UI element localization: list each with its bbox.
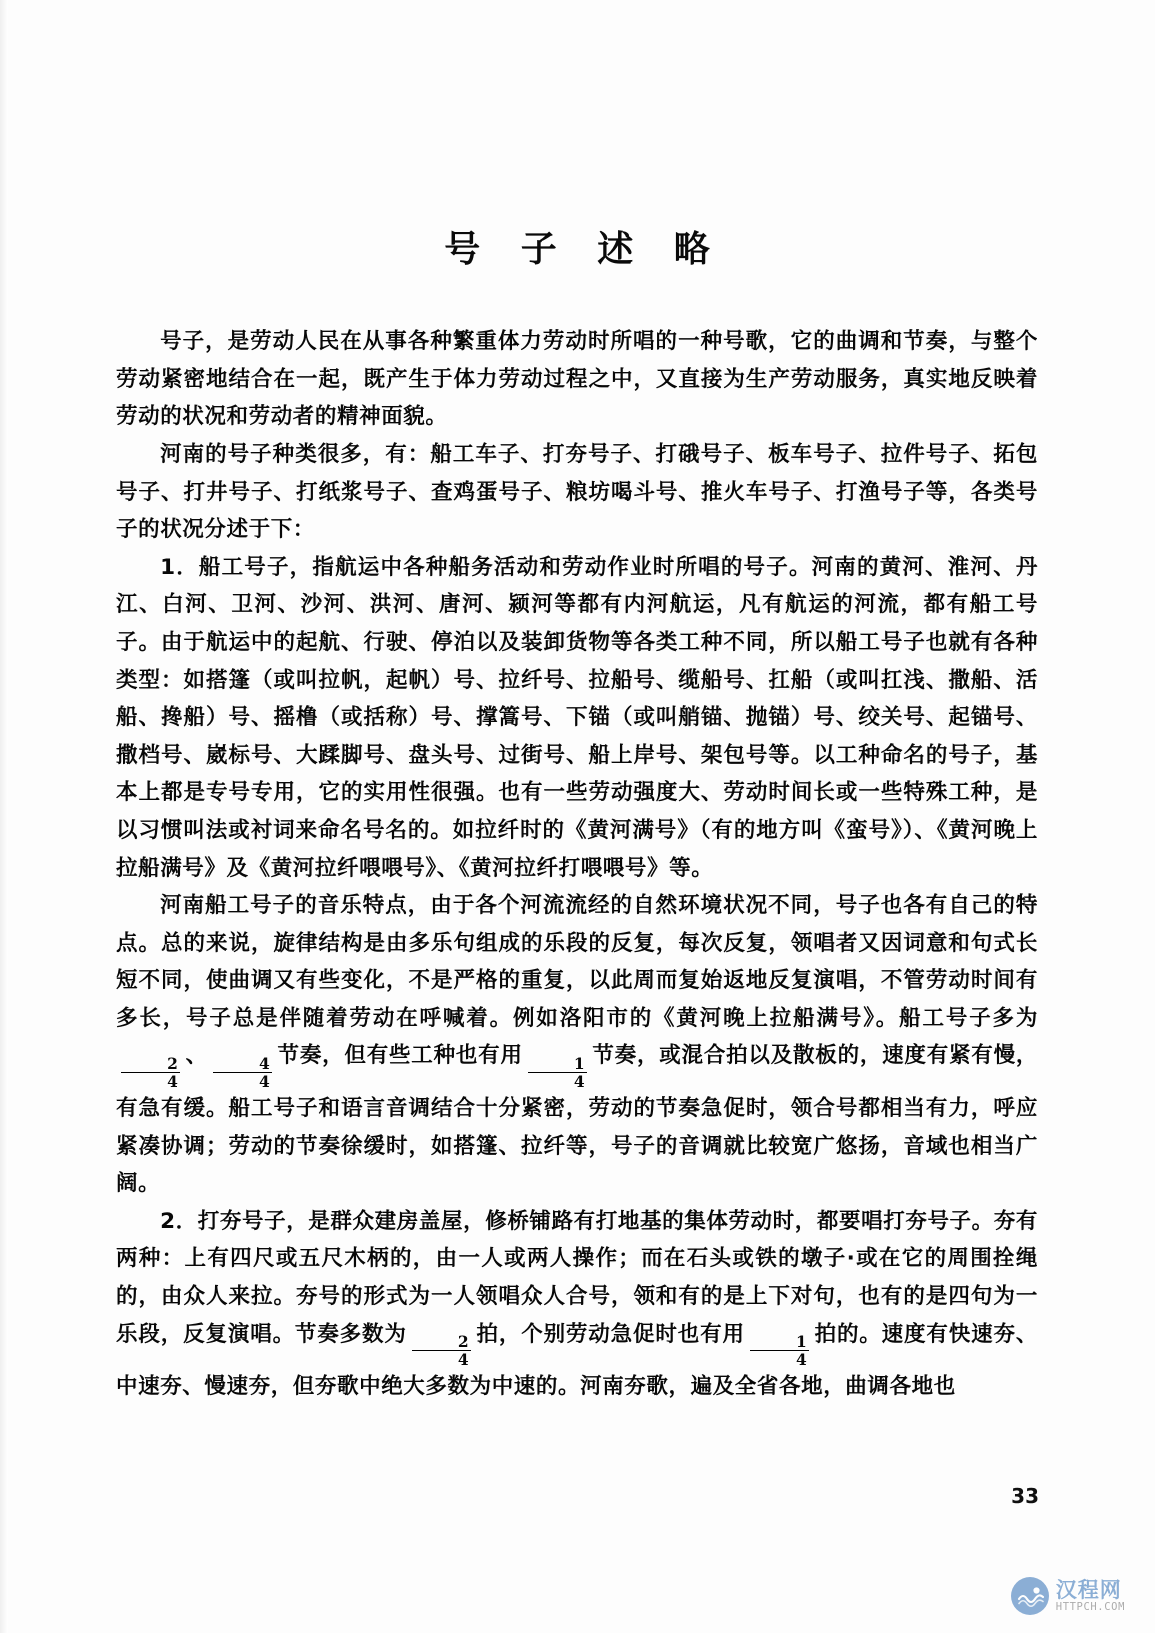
watermark-url: HTTPCH.COM [1055,1600,1125,1613]
fraction-numerator: 2 [167,1053,179,1073]
fraction-numerator: 1 [795,1332,808,1351]
time-signature-fraction [750,1334,809,1368]
paragraph: 河南船工号子的音乐特点，由于各个河流流经的自然环境状况不同，号子也各有自己的特点。总的来说，旋律结构是由多乐句组成的乐段的反复，每次反复，领唱者又因词意和句式长短不同，使曲调又有些变化，不是严格的重复，以此周而复始返地反复演唱，不管劳动时间有多长，号子总是伴随着劳动在呼喊着。例如洛阳市的《黄河晚上拉船满号》。船工号子多为 $\frac{2}{4}$ 、 $\frac{4}{4}$ 节奏，但有些工种也有用 $\frac{1}{4}$ 节奏，或混合拍以及散板的，速度有紧有慢，有急有缓。船工号子和语言音调结合十分紧密，劳动的节奏急促时，领合号都相当有力，呼应紧凑协调；劳动的节奏徐缓时，如搭篷、拉纤等，号子的音调就比较宽广悠扬，音域也相当广阔。 [116,893,1038,1197]
time-signature-fraction [121,1053,180,1092]
fraction-denominator: 4 [121,1072,180,1089]
page-content [116,228,1038,1406]
fraction-denominator: 4 [213,1072,272,1089]
wave-logo-icon [1011,1577,1049,1615]
paragraph: 2．打夯号子，是群众建房盖屋，修桥铺路有打地基的集体劳动时，都要唱打夯号子。夯有两种：上有四尺或五尺木柄的，由一人或两人操作；而在石头或铁的墩子·或在它的周围拴绳的，由众人来拉。夯号的形式为一人领唱众人合号，领和有的是上下对句，也有的是四句为一乐段，反复演唱。节奏多数为 $\frac{2}{4}$ 拍，个别劳动急促时也有用 $\frac{1}{4}$ 拍的。速度有快速夯、中速夯、慢速夯，但夯歌中绝大多数为中速的。河南夯歌，遍及全省各地，曲调各地也 [116,1208,1038,1399]
paragraph: 河南的号子种类很多，有：船工车子、打夯号子、打硪号子、板车号子、拉件号子、拓包号子、打井号子、打纸浆号子、查鸡蛋号子、粮坊喝斗号、推火车号子、打渔号子等，各类号子的状况分述于下： [116,441,1038,543]
time-signature-fraction [412,1334,471,1368]
watermark-text [1056,1579,1125,1612]
fraction-denominator: 4 [750,1350,809,1367]
time-signature-fraction [528,1053,587,1092]
watermark [1011,1577,1125,1615]
fraction-denominator: 4 [412,1350,471,1367]
watermark-brand: 汉程网 [1055,1578,1122,1603]
time-signature-fraction [213,1053,272,1092]
paragraph: 号子，是劳动人民在从事各种繁重体力劳动时所唱的一种号歌，它的曲调和节奏，与整个劳动紧密地结合在一起，既产生于体力劳动过程之中，又直接为生产劳动服务，真实地反映着劳动的状况和劳动者的精神面貌。 [116,329,1038,430]
fraction-denominator: 4 [528,1072,587,1089]
fraction-numerator: 2 [457,1332,470,1351]
article-body [116,323,1038,1405]
fraction-numerator: 4 [258,1053,271,1073]
fraction-numerator: 1 [573,1053,586,1073]
paragraph: 1．船工号子，指航运中各种船务活动和劳动作业时所唱的号子。河南的黄河、淮河、丹江、白河、卫河、沙河、洪河、唐河、颍河等都有内河航运，凡有航运的河流，都有船工号子。由于航运中的起航、行驶、停泊以及装卸货物等各类工种不同，所以船工号子也就有各种类型：如搭篷（或叫拉帆，起帆）号、拉纤号、拉船号、缆船号、扛船（或叫扛浅、撒船、活船、搀船）号、摇橹（或括称）号、撑篙号、下锚（或叫艄锚、抛锚）号、绞关号、起锚号、撒档号、崴标号、大蹂脚号、盘头号、过街号、船上岸号、架包号等。以工种命名的号子，基本上都是专号专用，它的实用性很强。也有一些劳动强度大、劳动时间长或一些特殊工种，是以习惯叫法或衬词来命名号名的。如拉纤时的《黄河满号》（有的地方叫《蛮号》）、《黄河晚上拉船满号》及《黄河拉纤喂喂号》、《黄河拉纤打喂喂号》等。 [116,554,1038,881]
page-title: 号 子 述 略 [444,229,724,270]
page-number: 33 [1011,1484,1039,1508]
